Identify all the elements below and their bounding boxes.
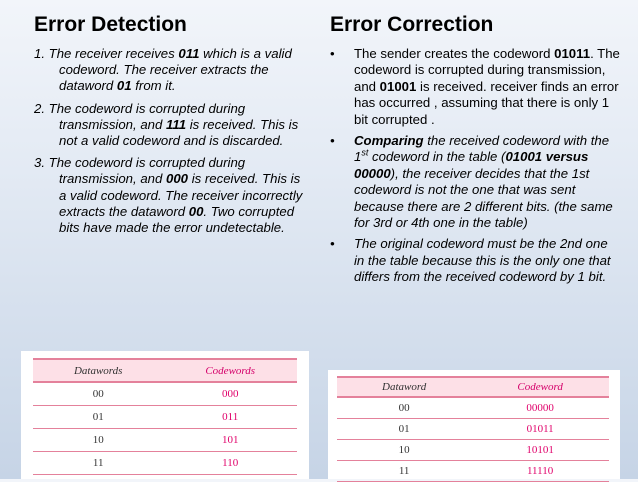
table-row (33, 382, 297, 406)
item-bold: 00 (188, 203, 204, 219)
bullet-text: The original codeword must be the 2nd one in the table because this is the only one that differs from the received codeword by 1 bit. (354, 236, 611, 285)
correction-bullet-2 (330, 133, 620, 231)
table-row (337, 440, 609, 461)
bullet-dot: • (330, 46, 335, 61)
table-cell: 00 (33, 382, 163, 406)
table-cell: 000 (163, 382, 297, 406)
error-correction-list (330, 46, 620, 291)
detection-item-2 (34, 101, 306, 150)
table-cell: 11 (337, 461, 471, 482)
table-row (33, 452, 297, 475)
table-cell: 10 (337, 440, 471, 461)
item-text: . Two corrupted bits have made the error undetectable. (59, 203, 295, 236)
item-bold: 000 (166, 171, 189, 187)
correction-bullet-1 (330, 46, 620, 128)
table-cell: 10 (33, 429, 163, 452)
item-bold: 011 (178, 46, 200, 61)
table-row (33, 429, 297, 452)
table-cell: 11 (33, 452, 163, 475)
table-row (337, 461, 609, 482)
column-header: Datawords (33, 359, 163, 382)
table-cell: 11110 (471, 461, 609, 482)
correction-codeword-table (337, 376, 609, 482)
table-row (33, 406, 297, 429)
table-cell: 01 (337, 419, 471, 440)
detection-codeword-table (33, 358, 297, 475)
correction-bullet-3 (330, 236, 620, 285)
correction-table-panel (328, 370, 620, 479)
bullet-bold: 01011 (554, 46, 591, 61)
bullet-bold: Comparing (354, 133, 424, 149)
bullet-text: ), the receiver decides that the 1st codeword is not the one that was sent because there are 2 different bits. (the same for 3rd or 4th one in the table) (354, 165, 613, 231)
superscript: st (361, 148, 369, 159)
table-cell: 110 (163, 452, 297, 475)
bullet-dot: • (330, 236, 335, 252)
item-text: 3. The codeword is corrupted during transmission, and (34, 155, 246, 187)
item-text: 1. The receiver receives (34, 46, 179, 61)
item-text: is received. This is a valid codeword. The receiver incorrectly extracts the dataword (59, 171, 303, 219)
table-row (337, 419, 609, 440)
item-text: 2. The codeword is corrupted during transmission, and (34, 100, 246, 132)
table-header-row (337, 377, 609, 397)
bullet-bold: 01001 versus 00000 (354, 149, 589, 181)
bullet-text: The sender creates the codeword (354, 46, 555, 61)
table-cell: 00000 (471, 397, 609, 419)
table-row (337, 397, 609, 419)
bullet-text: the received codeword with the 1 (354, 133, 610, 165)
bullet-text: codeword in the table ( (368, 149, 506, 165)
detection-table-panel (21, 351, 309, 479)
error-detection-heading: Error Detection (34, 13, 187, 36)
table-cell: 011 (163, 406, 297, 429)
bullet-bold: 01001 (379, 78, 417, 94)
table-cell: 10101 (471, 440, 609, 461)
item-bold: 111 (166, 116, 187, 132)
table-cell: 01 (33, 406, 163, 429)
bullet-dot: • (330, 133, 335, 149)
table-cell: 00 (337, 397, 471, 419)
bullet-text: is received. receiver finds an error has occurred , assuming that there is only 1 bit corrupted . (354, 78, 619, 127)
item-bold: 01 (116, 78, 132, 94)
item-text: is received. This is not a valid codeword and is discarded. (59, 116, 299, 149)
error-detection-list (34, 46, 306, 242)
column-header: Codewords (163, 359, 297, 382)
detection-item-3 (34, 155, 306, 236)
table-header-row (33, 359, 297, 382)
bullet-text: . The codeword is corrupted during transmission, and (354, 46, 620, 94)
table-cell: 01011 (471, 419, 609, 440)
detection-item-1 (34, 46, 306, 95)
table-cell: 101 (163, 429, 297, 452)
item-text: from it. (131, 78, 176, 94)
column-header: Codeword (471, 377, 609, 397)
error-correction-heading: Error Correction (330, 13, 494, 36)
item-text: which is a valid codeword. The receiver extracts the dataword (59, 46, 292, 94)
column-header: Dataword (337, 377, 471, 397)
